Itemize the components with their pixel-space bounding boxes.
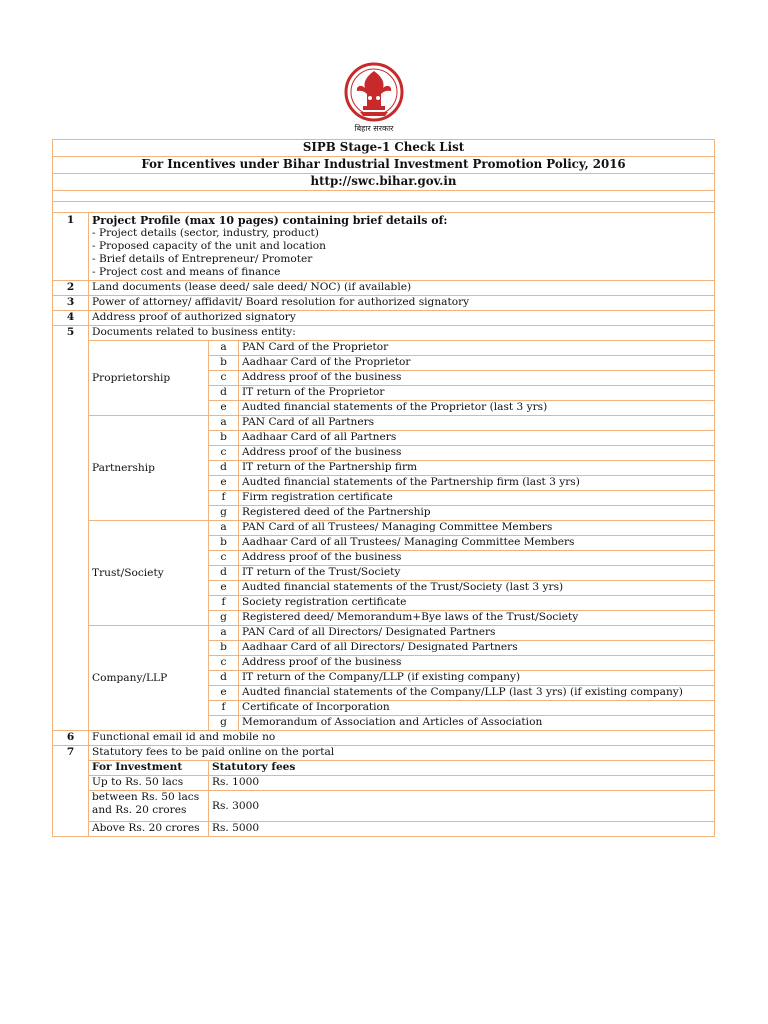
doc-text: PAN Card of all Partners (239, 416, 715, 431)
doc-letter: a (209, 521, 239, 536)
item-text: Statutory fees to be paid online on the portal (89, 746, 715, 761)
doc-letter: a (209, 626, 239, 641)
fee-col-investment: For Investment (89, 761, 209, 776)
doc-text: IT return of the Trust/Society (239, 566, 715, 581)
doc-letter: d (209, 671, 239, 686)
project-profile-line: - Proposed capacity of the unit and location (92, 240, 326, 253)
doc-letter: b (209, 641, 239, 656)
entity-doc-row (53, 416, 715, 431)
bihar-emblem-icon (343, 62, 405, 122)
entity-doc-row (53, 521, 715, 536)
entity-trust-society: Trust/Society (89, 521, 209, 626)
subtitle-row (53, 157, 715, 174)
doc-letter: e (209, 686, 239, 701)
item-number: 7 (53, 746, 89, 837)
doc-text: Memorandum of Association and Articles of Association (239, 716, 715, 731)
doc-text: Address proof of the business (239, 656, 715, 671)
project-profile-cell (89, 213, 715, 281)
item-number: 4 (53, 311, 89, 326)
doc-text: Aadhaar Card of all Directors/ Designated Partners (239, 641, 715, 656)
checklist-item-5 (53, 326, 715, 341)
doc-letter: e (209, 401, 239, 416)
checklist-subtitle: For Incentives under Bihar Industrial Investment Promotion Policy, 2016 (53, 157, 715, 174)
doc-text: Firm registration certificate (239, 491, 715, 506)
doc-text: Address proof of the business (239, 446, 715, 461)
item-text: Functional email id and mobile no (89, 731, 715, 746)
doc-letter: b (209, 536, 239, 551)
doc-letter: c (209, 371, 239, 386)
fee-investment: between Rs. 50 lacs and Rs. 20 crores (89, 791, 209, 822)
project-profile-heading: Project Profile (max 10 pages) containing brief details of: (92, 214, 448, 227)
item-text: Land documents (lease deed/ sale deed/ NOC) (if available) (89, 281, 715, 296)
doc-text: Aadhaar Card of all Trustees/ Managing Committee Members (239, 536, 715, 551)
doc-letter: c (209, 551, 239, 566)
fee-investment: Above Rs. 20 crores (89, 822, 209, 837)
item-number: 1 (53, 213, 89, 281)
doc-text: Society registration certificate (239, 596, 715, 611)
doc-text: PAN Card of all Directors/ Designated Partners (239, 626, 715, 641)
item-text: Power of attorney/ affidavit/ Board resolution for authorized signatory (89, 296, 715, 311)
item-number: 3 (53, 296, 89, 311)
project-profile-line: - Brief details of Entrepreneur/ Promoter (92, 253, 313, 266)
checklist-item-6 (53, 731, 715, 746)
item-number: 5 (53, 326, 89, 731)
portal-url[interactable]: http://swc.bihar.gov.in (53, 174, 715, 191)
spacer-row (53, 191, 715, 202)
checklist-item-1 (53, 213, 715, 281)
doc-letter: f (209, 701, 239, 716)
item-text: Documents related to business entity: (89, 326, 715, 341)
fee-amount: Rs. 1000 (209, 776, 715, 791)
fee-amount: Rs. 5000 (209, 822, 715, 837)
logo-caption: बिहार सरकार (354, 124, 394, 133)
doc-letter: d (209, 386, 239, 401)
fee-row (53, 822, 715, 837)
doc-text: Aadhaar Card of all Partners (239, 431, 715, 446)
doc-text: Audted financial statements of the Company/LLP (last 3 yrs) (if existing company) (239, 686, 715, 701)
doc-letter: e (209, 476, 239, 491)
project-profile-line: - Project cost and means of finance (92, 266, 281, 279)
fee-row (53, 791, 715, 822)
fee-investment: Up to Rs. 50 lacs (89, 776, 209, 791)
doc-letter: b (209, 356, 239, 371)
title-row (53, 140, 715, 157)
doc-text: Address proof of the business (239, 551, 715, 566)
url-row (53, 174, 715, 191)
doc-text: Registered deed/ Memorandum+Bye laws of the Trust/Society (239, 611, 715, 626)
doc-text: PAN Card of all Trustees/ Managing Committee Members (239, 521, 715, 536)
doc-letter: a (209, 341, 239, 356)
doc-text: Address proof of the business (239, 371, 715, 386)
doc-text: Aadhaar Card of the Proprietor (239, 356, 715, 371)
entity-proprietorship: Proprietorship (89, 341, 209, 416)
doc-text: Audted financial statements of the Partnership firm (last 3 yrs) (239, 476, 715, 491)
doc-letter: b (209, 431, 239, 446)
spacer-row (53, 202, 715, 213)
bihar-government-logo (342, 62, 406, 134)
entity-partnership: Partnership (89, 416, 209, 521)
checklist-item-7 (53, 746, 715, 761)
doc-text: IT return of the Partnership firm (239, 461, 715, 476)
checklist-item-4 (53, 311, 715, 326)
doc-text: Audted financial statements of the Proprietor (last 3 yrs) (239, 401, 715, 416)
doc-text: PAN Card of the Proprietor (239, 341, 715, 356)
doc-letter: c (209, 446, 239, 461)
doc-letter: f (209, 491, 239, 506)
project-profile-line: - Project details (sector, industry, product) (92, 227, 319, 240)
doc-letter: e (209, 581, 239, 596)
fee-header-row (53, 761, 715, 776)
doc-letter: g (209, 716, 239, 731)
checklist-item-2 (53, 281, 715, 296)
checklist-title: SIPB Stage-1 Check List (53, 140, 715, 157)
entity-doc-row (53, 341, 715, 356)
doc-letter: g (209, 611, 239, 626)
entity-doc-row (53, 626, 715, 641)
item-number: 6 (53, 731, 89, 746)
fee-row (53, 776, 715, 791)
checklist-table (52, 139, 715, 837)
doc-text: Registered deed of the Partnership (239, 506, 715, 521)
doc-text: Certificate of Incorporation (239, 701, 715, 716)
doc-letter: g (209, 506, 239, 521)
doc-letter: f (209, 596, 239, 611)
doc-letter: c (209, 656, 239, 671)
doc-text: IT return of the Company/LLP (if existing company) (239, 671, 715, 686)
item-number: 2 (53, 281, 89, 296)
doc-text: Audted financial statements of the Trust/Society (last 3 yrs) (239, 581, 715, 596)
doc-text: IT return of the Proprietor (239, 386, 715, 401)
fee-col-fees: Statutory fees (209, 761, 715, 776)
fee-amount: Rs. 3000 (209, 791, 715, 822)
doc-letter: d (209, 461, 239, 476)
doc-letter: d (209, 566, 239, 581)
item-text: Address proof of authorized signatory (89, 311, 715, 326)
entity-company-llp: Company/LLP (89, 626, 209, 731)
doc-letter: a (209, 416, 239, 431)
checklist-item-3 (53, 296, 715, 311)
